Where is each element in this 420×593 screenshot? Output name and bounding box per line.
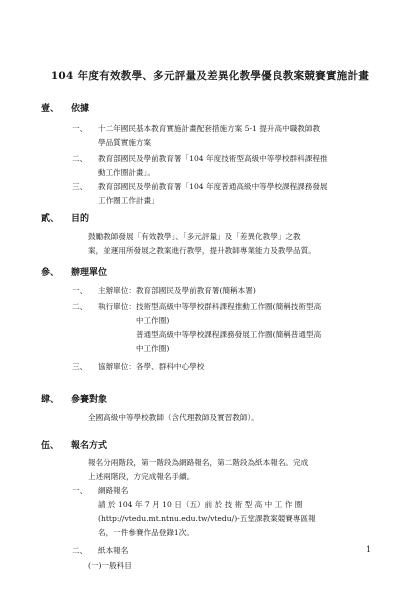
- item-line: 紙本報名: [98, 546, 129, 555]
- item-line: 工作圈工作計畫」: [98, 196, 159, 205]
- page-number: 1: [366, 545, 372, 554]
- section-title: 目的: [71, 214, 90, 224]
- item-line: 動工作圈計畫」。: [98, 168, 155, 177]
- item-line: 請 於 104 年 7 月 10 日（五）前 於 技 術 型 高 中 工 作 圈: [98, 500, 303, 509]
- section-heading-registration: [41, 438, 107, 451]
- page-title: 104 年度有效教學、多元評量及差異化教學優良教案競賽實施計畫: [50, 70, 370, 82]
- item-number: 三、: [72, 362, 88, 371]
- item-line: 中工作圈): [98, 344, 170, 353]
- item-line: 網路報名: [98, 486, 129, 495]
- item-line: 中工作圈): [98, 316, 170, 325]
- item-number: 二、: [72, 546, 88, 555]
- paragraph-line: 上述兩階段，方完成報名手續。: [88, 472, 195, 481]
- paragraph-line: 鼓勵教師發展「有效教學」、「多元評量」及「差異化教學」之教: [88, 232, 301, 241]
- sub-item: (一)一般科目: [88, 561, 132, 570]
- section-number: 壹、: [41, 104, 60, 114]
- item-line: 主辦單位：教育部國民及學前教育署(簡稱本署): [98, 286, 256, 295]
- item-number: 一、: [72, 486, 88, 495]
- item-line: 教育部國民及學前教育署「104 年度普通高級中等學校課程課務發展: [98, 182, 328, 191]
- paragraph-line: 報名分兩階段，第一階段為網路報名，第二階段為紙本報名。完成: [88, 458, 309, 467]
- section-title: 辦理單位: [71, 268, 108, 278]
- section-heading-participants: [41, 392, 107, 405]
- section-number: 伍、: [41, 441, 60, 451]
- item-line: 名，一件參賽作品登錄1次。: [98, 528, 194, 537]
- item-line: 十二年國民基本教育實施計畫配套措施方案 5-1 提升高中職教師教: [98, 124, 321, 133]
- section-heading-purpose: [41, 211, 89, 224]
- item-line: 普通型高級中等學校課程課務發展工作圈(簡稱普通型高: [98, 330, 322, 339]
- section-title: 參賽對象: [71, 395, 108, 405]
- section-title: 報名方式: [71, 441, 108, 451]
- paragraph-line: 案，並運用所發展之教案進行教學，提升教師專業能力及教學品質。: [88, 246, 316, 255]
- section-heading-units: [41, 265, 107, 278]
- item-line: 教育部國民及學前教育署「104 年度技術型高級中等學校群科課程推: [98, 154, 328, 163]
- section-heading-basis: [41, 101, 89, 114]
- item-line: 協辦單位：各學、群科中心學校: [98, 362, 205, 371]
- item-number: 二、: [72, 302, 88, 311]
- item-line: 執行單位：技術型高級中等學校群科課程推動工作圈(簡稱技術型高: [98, 302, 322, 311]
- section-number: 貳、: [41, 214, 60, 224]
- section-number: 肆、: [41, 395, 60, 405]
- item-number: 二、: [72, 154, 88, 163]
- item-line: (http://vtedu.mt.ntnu.edu.tw/vtedu/)-五堂課教案競賽專區報: [98, 514, 316, 523]
- item-line: 學品質實施方案: [98, 138, 152, 147]
- purpose-paragraph: [88, 230, 388, 258]
- registration-intro: [88, 456, 388, 484]
- section-number: 參、: [41, 268, 60, 278]
- item-number: 一、: [72, 124, 88, 133]
- participants-paragraph: 全國高級中等學校教師（含代理教師及實習教師）。: [88, 413, 259, 422]
- section-title: 依據: [71, 104, 90, 114]
- item-number: 一、: [72, 286, 88, 295]
- item-number: 三、: [72, 182, 88, 191]
